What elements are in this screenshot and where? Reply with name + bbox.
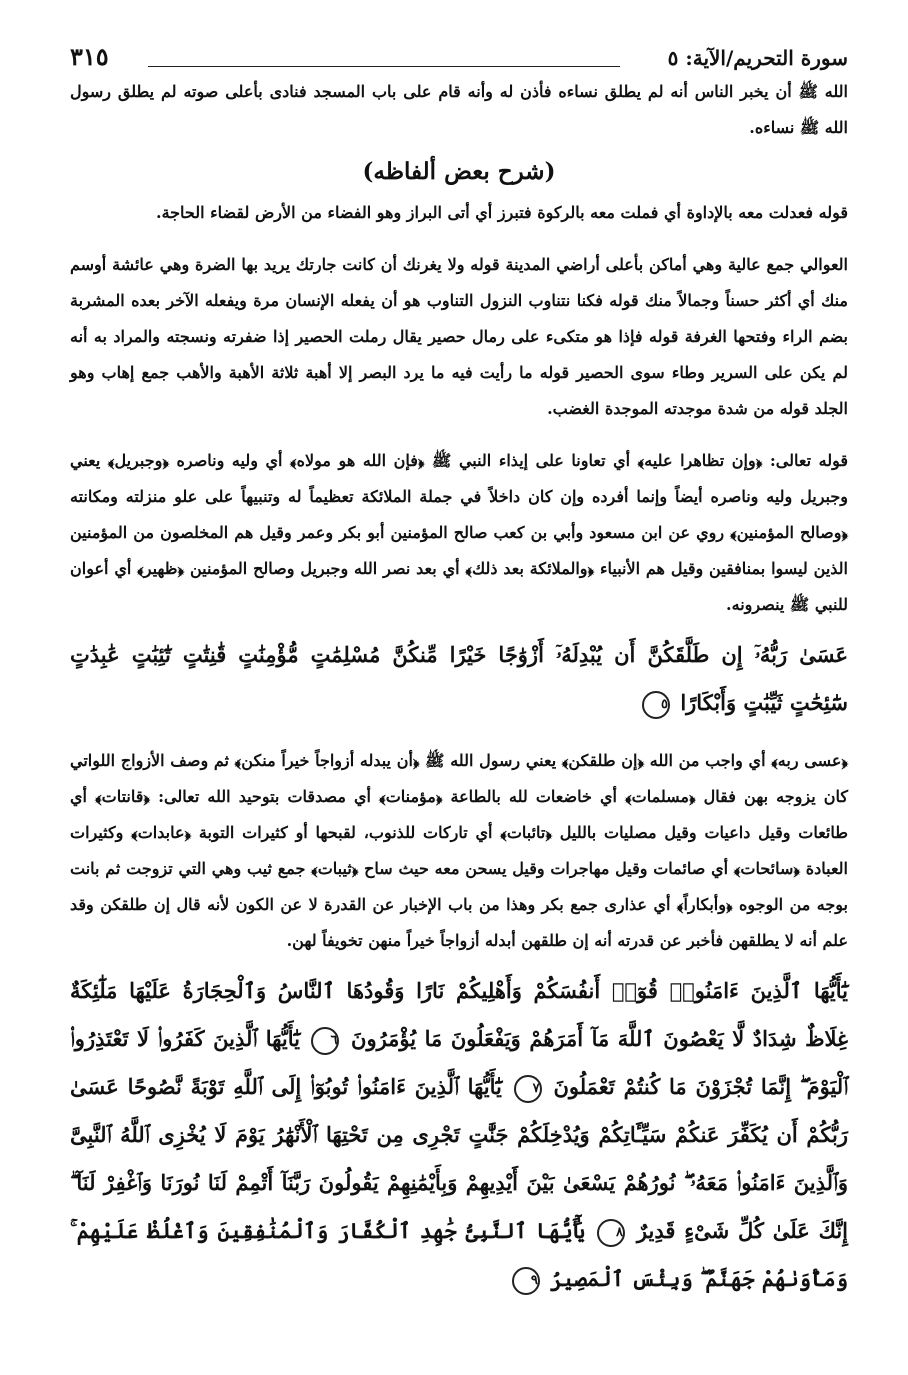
- verse-number-marker: ٦: [311, 1027, 339, 1055]
- verse-text: يَٰٓأَيُّهَا ٱلَّذِينَ ءَامَنُوا۟ تُوبُوٓا۟ إِلَى ٱللَّهِ تَوْبَةً نَّصُوحًا عَسَىٰ رَبُّكُمْ أَن يُكَفِّرَ عَنكُمْ سَيِّـَٔاتِكُمْ وَيُدْخِلَكُمْ جَنَّٰتٍ تَجْرِى مِن تَحْتِهَا ٱلْأَنْهَٰرُ يَوْمَ لَا يُخْزِى ٱللَّهُ ٱلنَّبِىَّ وَٱلَّذِينَ ءَامَنُوا۟ مَعَهُۥ ۖ نُورُهُمْ يَسْعَىٰ بَيْنَ أَيْدِيهِمْ وَبِأَيْمَٰنِهِمْ يَقُولُونَ رَبَّنَآ أَتْمِمْ لَنَا نُورَنَا وَٱغْفِرْ لَنَآ ۖ إِنَّكَ عَلَىٰ كُلِّ شَىْءٍ قَدِيرٌ: [70, 1074, 849, 1243]
- verse-text: يَٰٓأَيُّهَا ٱلَّذِينَ كَفَرُوا۟ لَا تَعْتَذِرُوا۟ ٱلْيَوْمَ ۖ إِنَّمَا تُجْزَوْنَ مَا كُنتُمْ تَعْمَلُونَ: [70, 1026, 848, 1099]
- section-heading: (شرح بعض ألفاظه): [362, 158, 556, 185]
- verse-5-commentary: ﴿عسى ربه﴾ أي واجب من الله ﴿إن طلقكن﴾ يعني رسول الله ﷺ ﴿أن يبدله أزواجاً خيراً منكن﴾ ثم وصف الأزواج اللواتي كان يزوجه بهن فقال ﴿مسلمات﴾ أي خاضعات لله بالطاعة ﴿مؤمنات﴾ أي مصدقات بتوحيد الله تعالى: ﴿قانتات﴾ أي طائعات وقيل داعيات وقيل مصليات بالليل ﴿تائبات﴾ أي تاركات للذنوب، لقبحها أو كثيرات التوبة ﴿عابدات﴾ وكثيرات العبادة ﴿سائحات﴾ أي صائمات وقيل مهاجرات وقيل يسحن معه حيث ساح ﴿ثيبات﴾ جمع ثيب وهي التي تزوجت ثم بانت بوجه من الوجوه ﴿وأبكاراً﴾ أي عذارى جمع بكر وهذا من باب الإخبار عن القدرة لا عن الكون لأنه قال إن طلقكن وقد علم أنه لا يطلقهن فأخبر عن قدرته أنه إن طلقهن أبدله أزواجاً خيراً منهن تخويفاً لهن.: [70, 751, 848, 950]
- verse-text: يَٰٓأَيُّهَا ٱلَّذِينَ ءَامَنُوا۟ قُوٓا۟ أَنفُسَكُمْ وَأَهْلِيكُمْ نَارًا وَقُودُهَا ٱلنَّاسُ وَٱلْحِجَارَةُ عَلَيْهَا مَلَٰٓئِكَةٌ غِلَاظٌ شِدَادٌ لَّا يَعْصُونَ ٱللَّهَ مَآ أَمَرَهُمْ وَيَفْعَلُونَ مَا يُؤْمَرُونَ: [70, 978, 849, 1051]
- page-number: ٣١٥: [70, 42, 109, 71]
- hadith-ending-paragraph: الله ﷺ أن يخبر الناس أنه لم يطلق نساءه فأذن له وأنه قام على باب المسجد فنادى بأعلى صوته لم يطلق رسول الله ﷺ نساءه.: [70, 82, 848, 137]
- surah-title: سورة التحريم/الآية: ٥: [667, 46, 848, 70]
- verse-number-marker: ٧: [514, 1075, 542, 1103]
- explanation-paragraph-1: قوله فعدلت معه بالإداوة أي فملت معه بالركوة فتبرز أي أتى البراز وهو الفضاء من الأرض لقضاء الحاجة.: [156, 203, 848, 222]
- page: [70, 40, 848, 1303]
- verse-text: يَٰٓأَيُّهَا ٱلنَّبِىُّ جَٰهِدِ ٱلْكُفَّارَ وَٱلْمُنَٰفِقِينَ وَٱغْلُظْ عَلَيْهِمْ ۚ وَمَأْوَىٰهُمْ جَهَنَّمُ ۖ وَبِئْسَ ٱلْمَصِيرُ: [70, 1218, 848, 1291]
- explanation-paragraph-2: العوالي جمع عالية وهي أماكن بأعلى أراضي المدينة قوله ولا يغرنك أن كانت جارتك يريد بها الضرة وهي عائشة أوسم منك أي أكثر حسناً وجمالاً منك قوله فكنا نتناوب النزول التناوب هو أن يفعله الإنسان مرة ويفعله الآخر بعده المشربة بضم الراء وفتحها الغرفة قوله فإذا هو متكىء على رمال حصير يقال رملت الحصير إذا ضفرته ونسجته والمراد به أنه لم يكن على السرير وطاء سوى الحصير قوله ما رأيت فيه ما يرد البصر إلا أهبة ثلاثة الأهبة والأهب جمع إهاب وهو الجلد قوله من شدة موجدته الموجدة الغضب.: [70, 255, 849, 418]
- verse-number-marker: ٨: [597, 1219, 625, 1247]
- verse-number-marker: ٩: [512, 1267, 540, 1295]
- quran-verse-5: [70, 631, 848, 727]
- page-header: [70, 40, 848, 74]
- quran-verses-6-9: [70, 967, 848, 1303]
- verse-number-marker: ٥: [642, 691, 670, 719]
- verse-text: عَسَىٰ رَبُّهُۥٓ إِن طَلَّقَكُنَّ أَن يُبْدِلَهُۥٓ أَزْوَٰجًا خَيْرًا مِّنكُنَّ مُسْلِمَٰتٍ مُّؤْمِنَٰتٍ قَٰنِتَٰتٍ تَٰٓئِبَٰتٍ عَٰبِدَٰتٍ سَٰٓئِحَٰتٍ ثَيِّبَٰتٍ وَأَبْكَارًا: [70, 642, 848, 715]
- explanation-paragraph-3: قوله تعالى: ﴿وإن تظاهرا عليه﴾ أي تعاونا على إيذاء النبي ﷺ ﴿فإن الله هو مولاه﴾ أي وليه وناصره ﴿وجبريل﴾ يعني وجبريل وليه وناصره أيضاً وإنما أفرده وإن كان داخلاً في جملة الملائكة تعظيماً له وتنبيهاً على علو منزلته ومكانته ﴿وصالح المؤمنين﴾ روي عن ابن مسعود وأبي بن كعب صالح المؤمنين أبو بكر وعمر وقيل هم المخلصون من المؤمنين الذين ليسوا بمنافقين وقيل هم الأنبياء ﴿والملائكة بعد ذلك﴾ أي بعد نصر الله وجبريل وصالح المؤمنين ﴿ظهير﴾ أي أعوان للنبي ﷺ ينصرونه.: [70, 451, 849, 614]
- header-rule: [148, 66, 620, 67]
